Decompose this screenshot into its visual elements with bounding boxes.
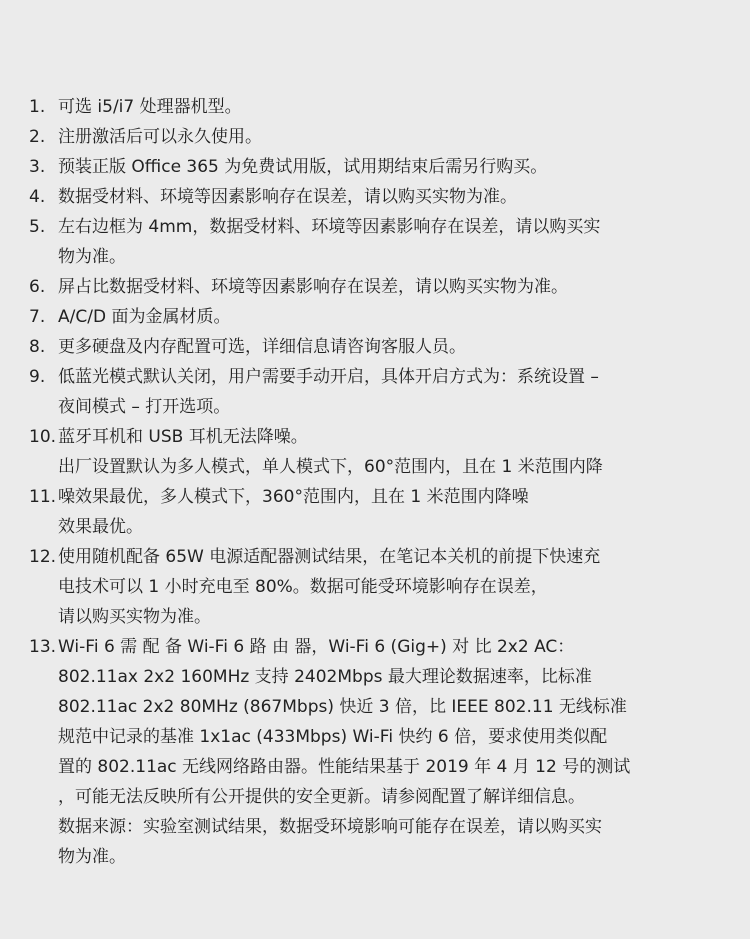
footnote-text: 规范中记录的基准 1x1ac (433Mbps) Wi-Fi 快约 6 倍，要求使用类似配 [58,727,608,747]
footnote-text: 效果最优。 [58,517,143,537]
footnote-number: 8. [29,337,46,357]
footnote-line [29,302,719,332]
footnote-line [29,482,719,512]
footnote-line [29,632,719,662]
footnote-text: 物为准。 [58,847,126,867]
footnote-text: 数据来源：实验室测试结果，数据受环境影响可能存在误差，请以购买实 [58,817,602,837]
footnote-text: 噪效果最优，多人模式下，360°范围内，且在 1 米范围内降噪 [58,487,529,507]
footnote-text: 电技术可以 1 小时充电至 80%。数据可能受环境影响存在误差， [58,577,548,597]
footnote-text: 蓝牙耳机和 USB 耳机无法降噪。 [58,427,308,447]
footnote-text: 数据受材料、环境等因素影响存在误差，请以购买实物为准。 [58,187,517,207]
footnote-number: 12. [29,547,57,567]
footnote-number: 4. [29,187,46,207]
footnote-line [29,212,719,242]
footnote-line [29,542,719,572]
footnote-number: 2. [29,127,46,147]
footnote-text: 802.11ax 2x2 160MHz 支持 2402Mbps 最大理论数据速率，比标准 [58,667,592,687]
footnote-text: 夜间模式 – 打开选项。 [58,397,231,417]
footnote-line [29,452,719,482]
footnote-line [29,812,719,842]
footnote-line [29,422,719,452]
footnote-text: 可选 i5/i7 处理器机型。 [58,97,242,117]
footnote-number: 13. [29,637,57,657]
footnote-text: 低蓝光模式默认关闭，用户需要手动开启，具体开启方式为：系统设置 – [58,367,599,387]
footnote-line [29,152,719,182]
footnote-line [29,332,719,362]
footnote-number: 11. [29,487,57,507]
footnote-line [29,842,719,872]
footnote-line [29,752,719,782]
footnote-number: 9. [29,367,46,387]
footnote-line [29,512,719,542]
footnote-line [29,392,719,422]
footnote-text: 使用随机配备 65W 电源适配器测试结果，在笔记本关机的前提下快速充 [58,547,601,567]
footnote-line [29,182,719,212]
footnote-text: 左右边框为 4mm，数据受材料、环境等因素影响存在误差，请以购买实 [58,217,601,237]
footnotes-list [29,92,719,872]
footnote-number: 1. [29,97,46,117]
footnote-text: 屏占比数据受材料、环境等因素影响存在误差，请以购买实物为准。 [58,277,568,297]
footnote-line [29,602,719,632]
footnote-number: 5. [29,217,46,237]
footnote-text: Wi-Fi 6 需 配 备 Wi-Fi 6 路 由 器，Wi-Fi 6 (Gig+) 对 比 2x2 AC： [58,637,575,657]
footnote-text: 预装正版 Office 365 为免费试用版，试用期结束后需另行购买。 [58,157,548,177]
footnote-text: 请以购买实物为准。 [58,607,211,627]
footnote-text: 物为准。 [58,247,126,267]
footnote-line [29,722,719,752]
footnote-line [29,92,719,122]
footnote-text: 更多硬盘及内存配置可选，详细信息请咨询客服人员。 [58,337,466,357]
footnote-text: ，可能无法反映所有公开提供的安全更新。请参阅配置了解详细信息。 [58,787,585,807]
footnote-line [29,662,719,692]
footnote-line [29,692,719,722]
footnote-line [29,242,719,272]
footnote-line [29,362,719,392]
footnote-text: 置的 802.11ac 无线网络路由器。性能结果基于 2019 年 4 月 12 号的测试 [58,757,631,777]
footnote-number: 10. [29,427,57,447]
footnote-text: 注册激活后可以永久使用。 [58,127,262,147]
footnote-line [29,572,719,602]
footnote-line [29,782,719,812]
footnote-text: 出厂设置默认为多人模式，单人模式下，60°范围内，且在 1 米范围内降 [58,457,603,477]
footnote-number: 7. [29,307,46,327]
footnote-number: 3. [29,157,46,177]
footnote-line [29,272,719,302]
footnote-number: 6. [29,277,46,297]
footnote-line [29,122,719,152]
footnote-text: 802.11ac 2x2 80MHz (867Mbps) 快近 3 倍，比 IEEE 802.11 无线标准 [58,697,627,717]
footnote-text: A/C/D 面为金属材质。 [58,307,231,327]
